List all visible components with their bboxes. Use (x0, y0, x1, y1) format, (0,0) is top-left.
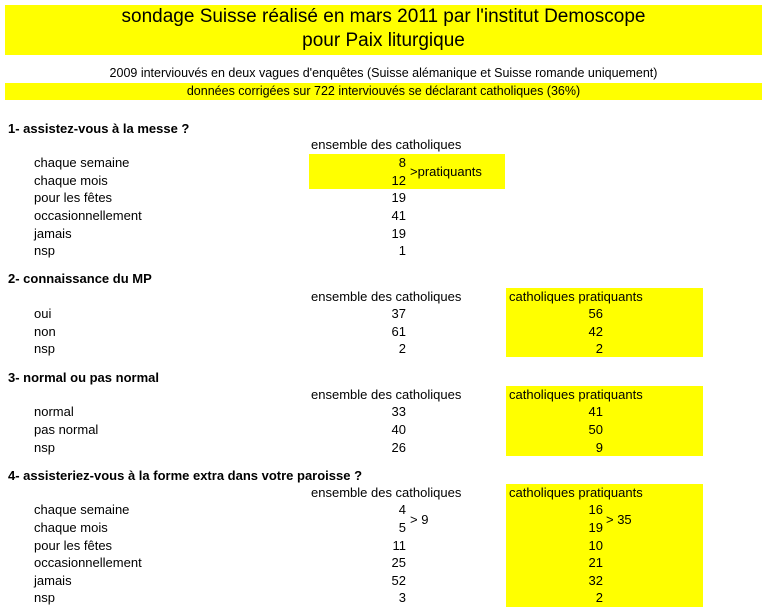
q1-group-note: >pratiquants (410, 164, 482, 179)
q3-value-prat: 50 (588, 422, 603, 437)
q3-row-label: pas normal (34, 422, 99, 437)
q2-title: 2- connaissance du MP (8, 271, 152, 286)
q4-value-all: 52 (391, 573, 406, 588)
subtitle: 2009 interviouvés en deux vagues d'enquêtes (Suisse alémanique et Suisse romande uniquement) (109, 66, 658, 80)
q4-value-prat: 19 (588, 520, 603, 535)
q2-value-all: 2 (398, 341, 406, 356)
title-banner (5, 5, 762, 55)
q2-col-prat: catholiques pratiquants (509, 289, 643, 304)
q4-col-prat: catholiques pratiquants (509, 485, 643, 500)
q2-value-prat: 2 (595, 341, 603, 356)
title-line-2: pour Paix liturgique (302, 30, 465, 51)
q3-value-all: 26 (391, 440, 406, 455)
q1-value-all: 19 (391, 190, 406, 205)
q1-row-label: occasionnellement (34, 208, 142, 223)
q4-value-all: 4 (398, 502, 406, 517)
q4-value-all: 11 (392, 538, 406, 553)
q4-row-label: occasionnellement (34, 555, 142, 570)
q4-row-label: nsp (34, 590, 55, 605)
q4-row-label: chaque mois (34, 520, 108, 535)
q1-value-all: 12 (391, 173, 406, 188)
q4-value-prat: 21 (588, 555, 603, 570)
q3-title: 3- normal ou pas normal (8, 370, 159, 385)
q3-row-label: normal (34, 404, 74, 419)
q2-value-all: 61 (391, 324, 406, 339)
q4-value-prat: 2 (595, 590, 603, 605)
highlight-note: données corrigées sur 722 interviouvés se déclarant catholiques (36%) (5, 83, 762, 100)
q2-value-prat: 56 (588, 306, 603, 321)
q1-value-all: 1 (398, 243, 406, 258)
title-line-1: sondage Suisse réalisé en mars 2011 par l'institut Demoscope (121, 6, 646, 27)
q1-title: 1- assistez-vous à la messe ? (8, 121, 190, 136)
q1-value-all: 8 (398, 155, 406, 170)
q4-note-prat: > 35 (606, 512, 632, 527)
q4-row-label: pour les fêtes (34, 538, 113, 553)
q3-col-prat: catholiques pratiquants (509, 387, 643, 402)
q2-col-all: ensemble des catholiques (311, 289, 462, 304)
q4-row-label: jamais (34, 573, 72, 588)
q4-value-prat: 16 (588, 502, 603, 517)
q4-value-all: 5 (398, 520, 406, 535)
q4-value-all: 3 (398, 590, 406, 605)
q3-row-label: nsp (34, 440, 55, 455)
q1-value-all: 19 (391, 226, 406, 241)
q1-row-label: jamais (34, 226, 72, 241)
q4-value-prat: 32 (588, 573, 603, 588)
q1-value-all: 41 (391, 208, 406, 223)
q4-col-all: ensemble des catholiques (311, 485, 462, 500)
q1-row-label: nsp (34, 243, 55, 258)
q2-row-label: non (34, 324, 56, 339)
q3-value-prat: 41 (588, 404, 603, 419)
q3-value-all: 33 (391, 404, 406, 419)
q2-value-prat: 42 (588, 324, 603, 339)
q4-note-all: > 9 (410, 512, 429, 527)
q4-value-all: 25 (391, 555, 406, 570)
q4-practicing-highlight (506, 484, 703, 607)
q2-row-label: nsp (34, 341, 55, 356)
q1-row-label: chaque mois (34, 173, 108, 188)
q3-value-prat: 9 (595, 440, 603, 455)
q1-col-all: ensemble des catholiques (311, 137, 462, 152)
q2-row-label: oui (34, 306, 52, 321)
q1-row-label: pour les fêtes (34, 190, 113, 205)
q2-value-all: 37 (391, 306, 406, 321)
q4-row-label: chaque semaine (34, 502, 130, 517)
q4-value-prat: 10 (588, 538, 603, 553)
q4-title: 4- assisteriez-vous à la forme extra dans votre paroisse ? (8, 468, 363, 483)
q1-row-label: chaque semaine (34, 155, 130, 170)
q3-value-all: 40 (391, 422, 406, 437)
q3-col-all: ensemble des catholiques (311, 387, 462, 402)
